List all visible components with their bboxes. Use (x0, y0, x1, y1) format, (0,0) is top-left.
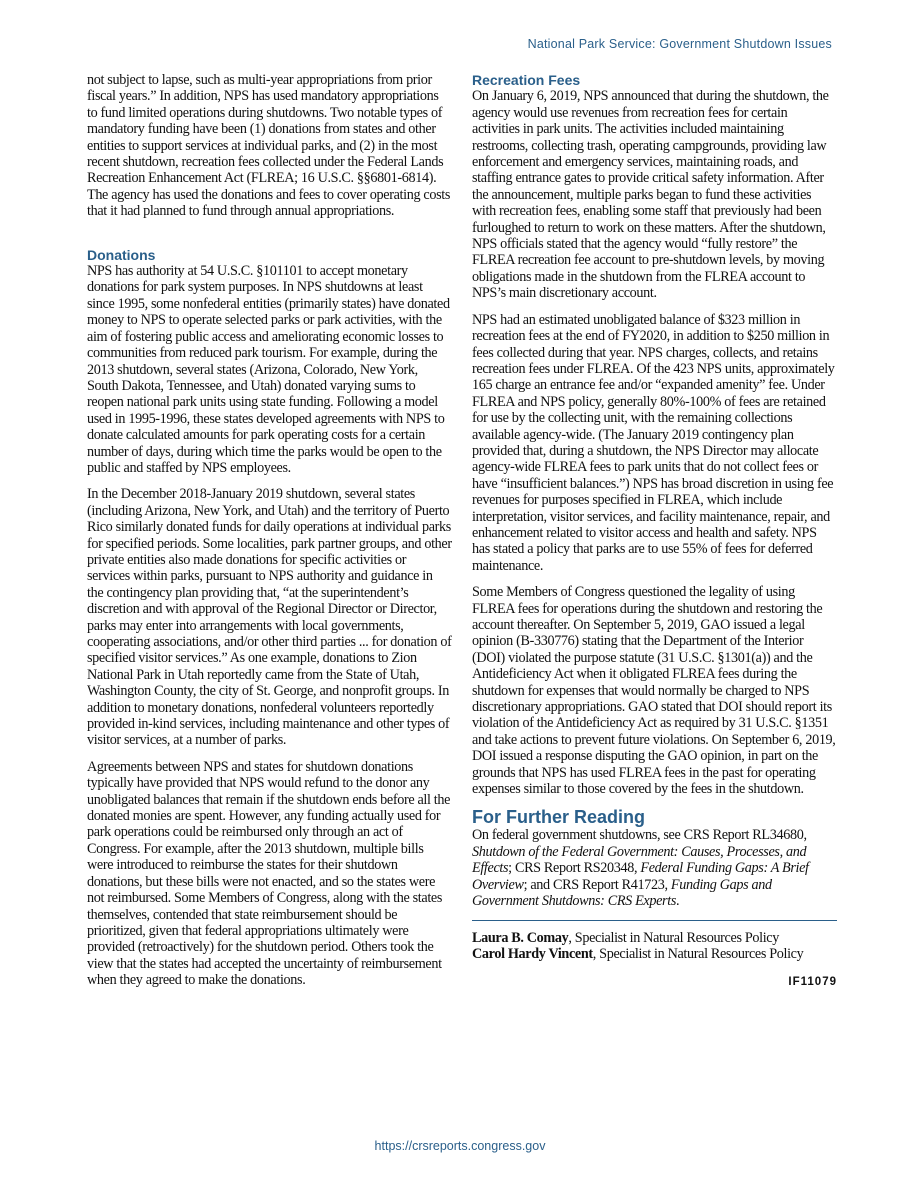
report-title-rl34680: Shutdown of the Federal Government: Causes, Processes, and Effects (472, 843, 807, 877)
author-1-name: Laura B. Comay (472, 929, 569, 946)
fees-paragraph-3: Some Members of Congress questioned the legality of using FLREA fees for operations during the shutdown and restoring the account thereafter. On September 5, 2019, GAO issued a legal opinion (B-330776) stating that the Department of the Interior (DOI) violated the purpose statute (31 U.S.C. §1301(a)) and the Antideficiency Act when it obligated FLREA fees during the shutdown for expenses that would normally be charged to NPS discretionary appropriations. GAO stated that DOI should report its violation of the Antideficiency Act as required by 31 U.S.C. §1351 and take actions to prevent future violations. On September 6, 2019, DOI issued a response disputing the GAO opinion, in part on the grounds that NPS has used FLREA fees in the past for operating expenses similar to those covered by the fees in the shutdown. (472, 584, 836, 798)
report-code: IF11079 (788, 976, 837, 989)
author-divider (472, 920, 837, 921)
running-header: National Park Service: Government Shutdown Issues (527, 37, 832, 51)
author-2 (472, 946, 837, 962)
right-column (472, 72, 837, 991)
report-title-rs20348: Federal Funding Gaps: A Brief Overview (472, 860, 809, 893)
reading-text-3: ; and CRS Report R41723, (523, 876, 671, 893)
recreation-fees-heading: Recreation Fees (472, 72, 581, 88)
reading-text-4: . (676, 893, 680, 910)
author-1-title: , Specialist in Natural Resources Policy (568, 929, 779, 946)
fees-paragraph-2: NPS had an estimated unobligated balance of $323 million in recreation fees at the end of FY2020, in addition to $250 million in fees collected during that year. NPS charges, collects, and retains recreation fees under FLREA. Of the 423 NPS units, approximately 165 charge an entrance fee and/or “expanded amenity” fee. Under FLREA and NPS policy, generally 80%-100% of fees are retained for use by the collecting unit, with the remaining collections available agency-wide. (The January 2019 contingency plan provided that, during a shutdown, the NPS Director may allocate agency-wide FLREA fees to park units that do not collect fees or have “insufficient balances.”) NPS has broad discretion in using fee revenues for purposes specified in FLREA, which include interpretation, visitor services, and facility maintenance, repair, and enhancement related to visitor access and health and safety. NPS has stated a policy that parks are to use 55% of fees for deferred maintenance. (472, 311, 835, 574)
donations-paragraph-2: In the December 2018-January 2019 shutdown, several states (including Arizona, New York, and Utah) and the territory of Puerto Rico similarly donated funds for daily operations at individual parks for specified periods. Some localities, park partner groups, and other private entities also made donations for specific activities or services within parks, pursuant to NPS authority and guidance in the contingency plan providing that, “at the superintendent’s discretion and with approval of the Regional Director or Director, parks may enter into arrangements with local governments, cooperating associations, and/or other third parties ... for donation of specified visitor services.” As one example, donations to Zion National Park in Utah reportedly came from the State of Utah, Washington County, the city of St. George, and nonprofit groups. In addition to monetary donations, nonfederal volunteers reportedly provided in-kind services, including maintenance and other types of visitor services, at a number of parks. (87, 486, 452, 749)
further-reading-paragraph (472, 827, 837, 909)
donations-heading: Donations (87, 246, 156, 263)
left-column (87, 72, 452, 999)
author-1 (472, 930, 837, 946)
report-title-r41723: Funding Gaps and Government Shutdowns: CRS Experts (472, 876, 772, 910)
author-block (472, 930, 837, 963)
fees-paragraph-1: On January 6, 2019, NPS announced that during the shutdown, the agency would use revenues from recreation fees for certain activities in park units. The activities included maintaining restrooms, collecting trash, operating campgrounds, providing law enforcement and emergency services, maintaining roads, and staffing entrance gates to provide critical safety information. After the announcement, multiple parks began to fund these activities with recreation fees, enabling some staff that previously had been furloughed to return to work on these matters. After the shutdown, NPS officials stated that the agency would “fully restore” the FLREA recreation fee account to pre-shutdown levels, by moving obligations made in the shutdown from the FLREA account to NPS’s main discretionary account. (472, 88, 829, 302)
donations-paragraph-3: Agreements between NPS and states for shutdown donations typically have provided that NPS would refund to the donor any unobligated balances that remain if the shutdown ends before all the donated monies are spent. However, any funding actually used for park operations could be reimbursed only through an act of Congress. For example, after the 2013 shutdown, multiple bills were introduced to reimburse the states for their shutdown donations, but these bills were not enacted, and so the states were not reimbursed. Some Members of Congress, along with the states themselves, contended that state reimbursement should be prioritized, given that federal appropriations ultimately were provided (retroactively) for the shutdown period. Others took the view that the states had accepted the uncertainty of reimbursement when they agreed to make the donations. (87, 758, 451, 989)
author-2-name: Carol Hardy Vincent (472, 945, 593, 962)
reading-text-2: ; CRS Report RS20348, (508, 860, 641, 877)
author-2-title: , Specialist in Natural Resources Policy (592, 945, 804, 962)
footer-url[interactable]: https://crsreports.congress.gov (374, 1139, 546, 1153)
reading-text-1: On federal government shutdowns, see CRS Report RL34680, (472, 827, 807, 844)
donations-paragraph-1: NPS has authority at 54 U.S.C. §101101 to accept monetary donations for park system purposes. In NPS shutdowns at least since 1995, some nonfederal entities (primarily states) have donated money to NPS to operate selected parks or park activities, with the aim of fostering public access and ameliorating economic losses to communities from reduced park tourism. For example, during the 2013 shutdown, several states (Arizona, Colorado, New York, South Dakota, Tennessee, and Utah) donated varying sums to reopen national park units using state funding. Following a model used in 1995-1996, these states developed agreements with NPS to donate calculated amounts for park operating costs for a certain number of days, during which time the parks would be open to the public and staffed by NPS employees. (87, 263, 450, 476)
intro-paragraph: not subject to lapse, such as multi-year appropriations from prior fiscal years.” In addition, NPS has used mandatory appropriations to fund limited operations during shutdowns. Two notable types of mandatory funding have been (1) donations from states and other entities to support services at individual parks, and (2) in the most recent shutdown, recreation fees collected under the Federal Lands Recreation Enhancement Act (FLREA; 16 U.S.C. §§6801-6814). The agency has used the donations and fees to cover operating costs that it had planned to fund through annual appropriations. (87, 72, 451, 220)
further-reading-heading: For Further Reading (472, 807, 646, 828)
